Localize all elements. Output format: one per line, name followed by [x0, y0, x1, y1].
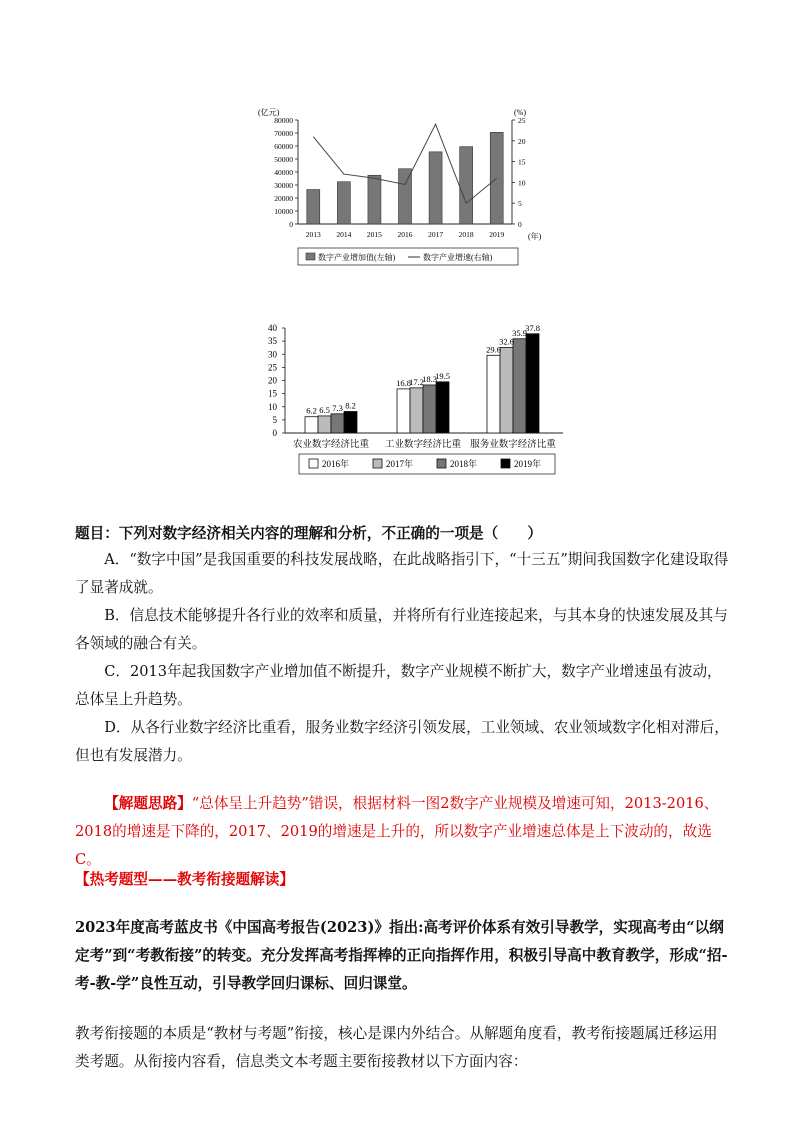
intro-bold-paragraph: 2023年度高考蓝皮书《中国高考报告(2023)》指出:高考评价体系有效引导教学，实现高考由“以纲定考”到“考教衔接”的转变。充分发挥高考指挥棒的正向指挥作用，积极引导高中教育教学，形成“招-考-教-学”良性互动，引导教学回归课标、回归课堂。	[75, 919, 728, 992]
chart1-x-label: 2018	[458, 230, 474, 239]
chart1-bar	[368, 175, 381, 224]
legend-swatch	[309, 459, 318, 468]
chart2-bar	[397, 389, 410, 433]
chart2-data-label: 7.3	[332, 402, 343, 413]
chart1-right-ticks	[512, 116, 526, 229]
chart1-bar	[399, 169, 412, 224]
left-tick-label: 50000	[274, 155, 293, 164]
x-axis-unit: (年)	[528, 232, 542, 241]
question-stem: 题目：下列对数字经济相关内容的理解和分析，不正确的一项是（ ）	[75, 525, 543, 542]
chart2-x-label: 服务业数字经济比重	[470, 440, 556, 450]
analysis-paragraph	[75, 790, 731, 874]
digital-industry-chart-svg	[250, 104, 550, 276]
chart1-x-label: 2013	[305, 230, 321, 239]
y-tick-label: 15	[268, 388, 277, 399]
chart2-data-label: 35.9	[512, 327, 527, 338]
option-a: A．“数字中国”是我国重要的科技发展战略，在此战略指引下，“十三五”期间我国数字化建设取得了显著成就。	[75, 551, 729, 596]
chart1-bar	[429, 152, 442, 224]
chart1-bar	[337, 182, 350, 224]
chart2-data-label: 16.8	[396, 377, 411, 388]
analysis-label: 【解题思路】	[104, 795, 192, 812]
right-tick-label: 10	[518, 178, 526, 188]
legend-bar-swatch	[306, 253, 315, 260]
legend-swatch	[501, 459, 510, 468]
chart1-bars	[307, 132, 503, 224]
chart2-data-label: 17.2	[409, 376, 424, 387]
legend-label: 2019年	[514, 459, 542, 469]
chart2-x-labels	[293, 438, 556, 450]
option-b: B．信息技术能够提升各行业的效率和质量，并将所有行业连接起来，与其本身的快速发展及其与各领域的融合有关。	[75, 607, 728, 652]
y-tick-label: 30	[268, 349, 277, 360]
chart2-x-label: 农业数字经济比重	[292, 440, 370, 450]
option-d: D．从各行业数字经济比重看，服务业数字经济引领发展，工业领域、农业领域数字化相对滞后，但也有发展潜力。	[75, 719, 729, 764]
chart2-bar	[487, 355, 500, 433]
left-tick-label: 20000	[274, 194, 293, 203]
chart2-bar	[344, 411, 357, 433]
chart1-bar	[490, 132, 503, 224]
chart2-ticks	[268, 323, 285, 438]
chart2-bar	[410, 388, 423, 433]
chart2-legend	[309, 458, 541, 469]
chart2-bar	[305, 417, 318, 433]
right-tick-label: 20	[518, 136, 526, 146]
chart2-bar	[423, 385, 436, 433]
left-tick-label: 0	[289, 220, 293, 229]
chart2-data-label: 8.2	[345, 400, 356, 411]
right-tick-label: 15	[518, 157, 526, 167]
section-heading: 【热考题型——教考衔接题解读】	[75, 871, 294, 888]
sector-share-chart	[255, 318, 573, 482]
chart2-bar	[318, 416, 331, 433]
left-tick-label: 60000	[274, 142, 293, 151]
y-tick-label: 10	[268, 401, 277, 412]
analysis-text: “总体呈上升趋势”错误，根据材料一图2数字产业规模及增速可知，2013-2016、2018的增速是下降的，2017、2019的增速是上升的，所以数字产业增速总体是上下波动的，故选C。	[75, 795, 719, 868]
chart2-bar	[513, 339, 526, 433]
left-tick-label: 80000	[274, 116, 293, 125]
legend-swatch	[373, 459, 382, 468]
legend-swatch	[437, 459, 446, 468]
y-tick-label: 20	[268, 375, 277, 386]
chart2-data-label: 37.8	[525, 322, 540, 333]
y-tick-label: 0	[272, 428, 277, 438]
chart2-bar	[331, 414, 344, 433]
chart2-bar	[436, 382, 449, 433]
right-axis-unit: (%)	[514, 108, 526, 117]
chart1-x-label: 2019	[489, 230, 505, 239]
chart1-x-label: 2014	[336, 230, 352, 239]
chart1-x-label: 2017	[428, 230, 444, 239]
legend-label: 2016年	[322, 459, 350, 469]
chart2-data-label: 19.5	[435, 370, 450, 381]
chart1-x-label: 2016	[397, 230, 413, 239]
left-tick-label: 30000	[274, 181, 293, 190]
intro-paragraph: 教考衔接题的本质是“教材与考题”衔接，核心是课内外结合。从解题角度看，教考衔接题属迁移运用类考题。从衔接内容看，信息类文本考题主要衔接教材以下方面内容：	[75, 1025, 718, 1070]
right-tick-label: 25	[518, 116, 526, 125]
chart2-bar	[526, 334, 539, 433]
right-tick-label: 5	[518, 199, 522, 209]
left-tick-label: 70000	[274, 129, 293, 138]
chart1-bar	[307, 190, 320, 224]
y-tick-label: 35	[268, 336, 277, 347]
chart2-data-label: 6.2	[306, 405, 317, 416]
legend-label: 2018年	[450, 459, 478, 469]
digital-industry-chart	[250, 104, 550, 276]
right-tick-label: 0	[518, 220, 522, 229]
sector-share-chart-svg	[255, 318, 573, 482]
chart2-data-label: 18.3	[422, 373, 437, 384]
left-tick-label: 40000	[274, 168, 293, 177]
chart2-data-label: 32.6	[499, 336, 514, 347]
chart1-bar	[460, 147, 473, 224]
chart1-x-label: 2015	[366, 230, 382, 239]
y-tick-label: 25	[268, 362, 277, 373]
chart1-left-ticks	[274, 116, 298, 229]
legend-bar-label: 数字产业增加值(左轴)	[318, 253, 396, 262]
option-c: C．2013年起我国数字产业增加值不断提升，数字产业规模不断扩大，数字产业增速虽有波动，总体呈上升趋势。	[75, 663, 722, 708]
y-tick-label: 5	[272, 414, 277, 425]
chart2-data-label: 6.5	[319, 404, 330, 415]
left-tick-label: 10000	[274, 207, 293, 216]
chart2-data-label: 29.6	[486, 344, 501, 355]
chart2-x-label: 工业数字经济比重	[384, 440, 462, 450]
legend-label: 2017年	[386, 459, 414, 469]
y-tick-label: 40	[268, 323, 277, 333]
left-axis-unit: (亿元)	[258, 108, 280, 117]
chart2-bar	[500, 347, 513, 433]
chart1-x-labels	[306, 230, 505, 239]
legend-line-label: 数字产业增速(右轴)	[423, 253, 493, 262]
